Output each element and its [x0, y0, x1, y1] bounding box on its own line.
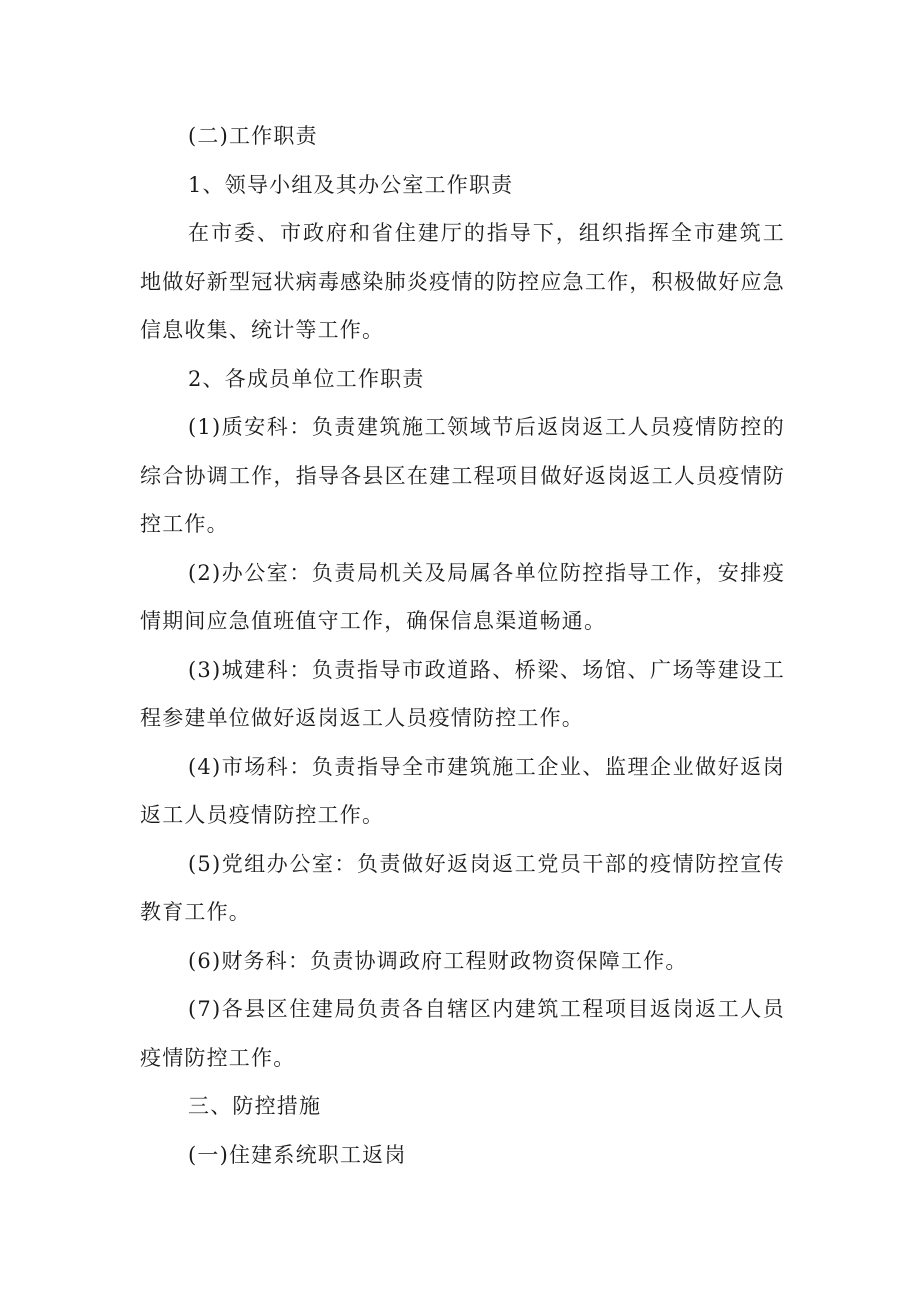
subheading-member-unit-duties: 2、各成员单位工作职责: [188, 366, 425, 391]
paragraph-finance-section: (6)财务科：负责协调政府工程财政物资保障工作。: [188, 948, 688, 973]
paragraph-county-housing-bureaus: (7)各县区住建局负责各自辖区内建筑工程项目返岗返工人员疫情防控工作。: [140, 997, 785, 1070]
document-body: [140, 112, 785, 1179]
section-heading-work-duties: (二)工作职责: [188, 124, 318, 148]
paragraph-office: (2)办公室：负责局机关及局属各单位防控指导工作，安排疫情期间应急值班值守工作，确保信息渠道畅通。: [140, 560, 785, 633]
paragraph-market-section: (4)市场科：负责指导全市建筑施工企业、监理企业做好返岗返工人员疫情防控工作。: [140, 754, 785, 827]
paragraph-party-office: (5)党组办公室：负责做好返岗返工党员干部的疫情防控宣传教育工作。: [140, 851, 785, 924]
subheading-leading-group-duties: 1、领导小组及其办公室工作职责: [188, 172, 514, 197]
paragraph-quality-safety-section: (1)质安科：负责建筑施工领域节后返岗返工人员疫情防控的综合协调工作，指导各县区在建工程项目做好返岗返工人员疫情防控工作。: [140, 415, 785, 536]
paragraph-urban-construction-section: (3)城建科：负责指导市政道路、桥梁、场馆、广场等建设工程参建单位做好返岗返工人员疫情防控工作。: [140, 657, 785, 730]
paragraph-leading-group-description: 在市委、市政府和省住建厅的指导下，组织指挥全市建筑工地做好新型冠状病毒感染肺炎疫情的防控应急工作，积极做好应急信息收集、统计等工作。: [140, 221, 785, 342]
section-heading-prevention-measures: 三、防控措施: [188, 1094, 322, 1118]
subheading-staff-return: (一)住建系统职工返岗: [188, 1142, 407, 1167]
